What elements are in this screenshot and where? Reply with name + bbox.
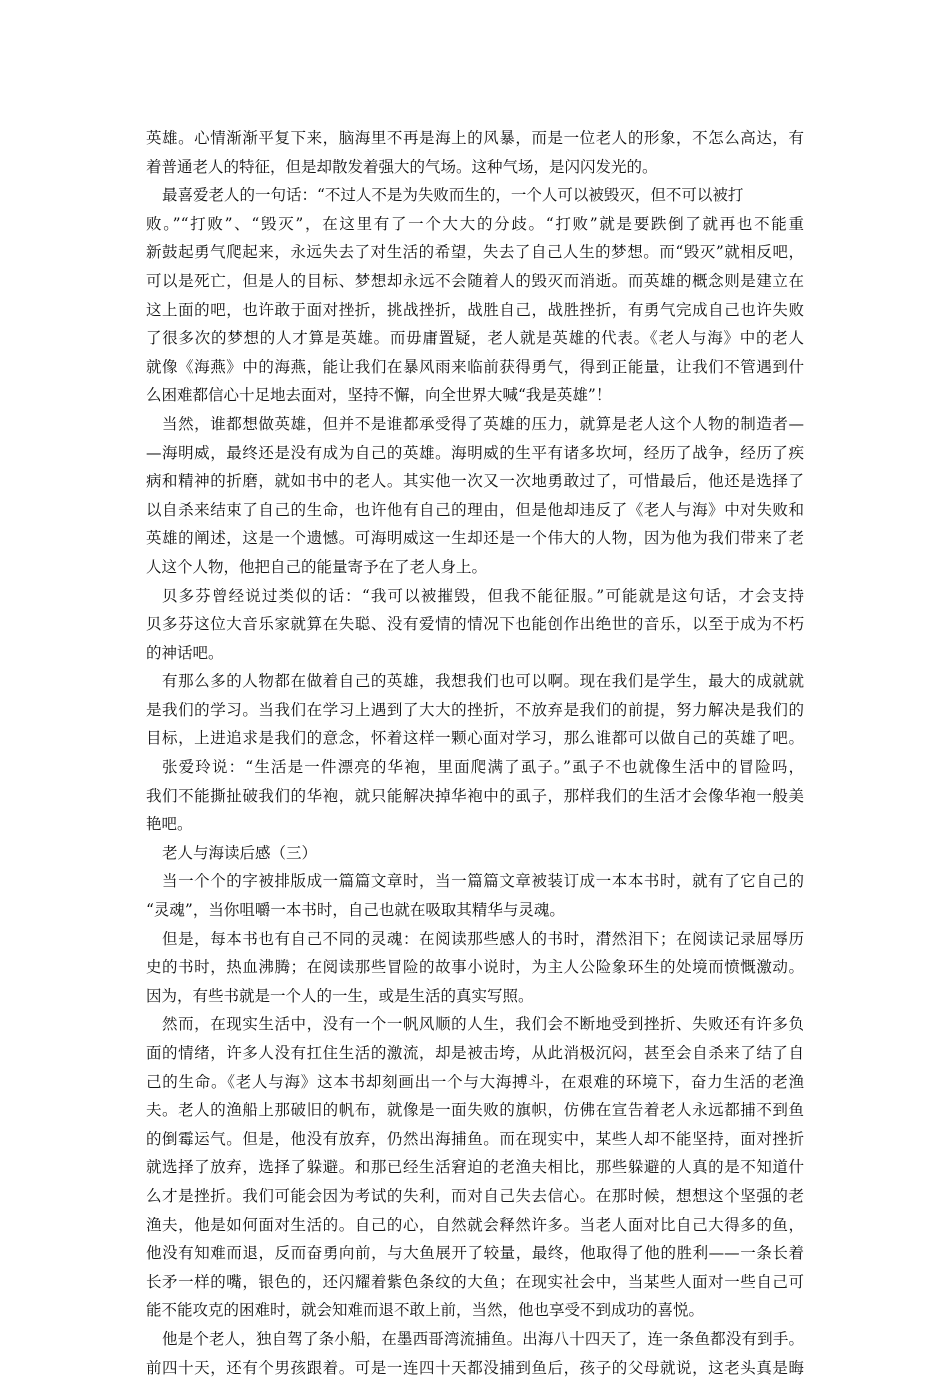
text-line: 他是个老人，独自驾了条小船，在墨西哥湾流捕鱼。出海八十四天了，连一条鱼都没有到手。 xyxy=(162,1329,804,1348)
text-line: 张爱玲说：“生活是一件漂亮的华袍，里面爬满了虱子。”虱子不也就像生活中的冒险吗， xyxy=(162,758,804,777)
document-page xyxy=(146,124,804,1382)
text-line: 己的生命。《老人与海》这本书却刻画出一个与大海搏斗，在艰难的环境下，奋力生活的老渔 xyxy=(146,1072,804,1091)
text-line: 是我们的学习。当我们在学习上遇到了大大的挫折，不放弃是我们的前提，努力解决是我们的 xyxy=(146,700,804,719)
text-line: 我们不能撕扯破我们的华袍，就只能解决掉华袍中的虱子，那样我们的生活才会像华袍一般美 xyxy=(146,786,804,805)
text-line: 就选择了放弃，选择了躲避。和那已经生活窘迫的老渔夫相比，那些躲避的人真的是不知道什 xyxy=(146,1158,804,1177)
text-line: 的神话吧。 xyxy=(146,643,224,662)
text-line: 么困难都信心十足地去面对，坚持不懈，向全世界大喊“我是英雄”！ xyxy=(146,386,612,405)
text-line: 贝多芬曾经说过类似的话：“我可以被摧毁，但我不能征服。”可能就是这句话，才会支持 xyxy=(162,586,804,605)
text-line: 长矛一样的嘴，银色的，还闪耀着紫色条纹的大鱼；在现实社会中，当某些人面对一些自己可 xyxy=(146,1272,804,1291)
text-line: 就像《海燕》中的海燕，能让我们在暴风雨来临前获得勇气，得到正能量，让我们不管遇到什 xyxy=(146,357,804,376)
text-line: 但是，每本书也有自己不同的灵魂：在阅读那些感人的书时，潸然泪下；在阅读记录屈辱历 xyxy=(162,929,804,948)
text-line: 病和精神的折磨，就如书中的老人。其实他一次又一次地勇敢过了，可惜最后，他还是选择了 xyxy=(146,472,804,491)
text-line: 英雄的阐述，这是一个遗憾。可海明威这一生却还是一个伟大的人物，因为他为我们带来了老 xyxy=(146,529,804,548)
text-line: 当然，谁都想做英雄，但并不是谁都承受得了英雄的压力，就算是老人这个人物的制造者— xyxy=(162,414,804,433)
text-line: 最喜爱老人的一句话：“不过人不是为失败而生的，一个人可以被毁灭，但不可以被打 xyxy=(162,186,744,205)
text-line: 可以是死亡，但是人的目标、梦想却永远不会随着人的毁灭而消逝。而英雄的概念则是建立在 xyxy=(146,271,804,290)
text-line: 目标，上进追求是我们的意念，怀着这样一颗心面对学习，那么谁都可以做自己的英雄了吧。 xyxy=(146,729,804,748)
text-line: 败。”“打败”、“毁灭”，在这里有了一个大大的分歧。“打败”就是要跌倒了就再也不能重 xyxy=(146,214,804,233)
text-line: 当一个个的字被排版成一篇篇文章时，当一篇篇文章被装订成一本本书时，就有了它自己的 xyxy=(162,872,804,891)
text-line: 夫。老人的渔船上那破旧的帆布，就像是一面失败的旗帜，仿佛在宣告着老人永远都捕不到鱼 xyxy=(146,1101,804,1120)
text-line: 新鼓起勇气爬起来，永远失去了对生活的希望，失去了自己人生的梦想。而“毁灭”就相反吧， xyxy=(146,243,804,262)
text-line: 能不能攻克的困难时，就会知难而退不敢上前，当然，他也享受不到成功的喜悦。 xyxy=(146,1301,705,1320)
text-line: 因为，有些书就是一个人的一生，或是生活的真实写照。 xyxy=(146,986,534,1005)
text-line: 着普通老人的特征，但是却散发着强大的气场。这种气场，是闪闪发光的。 xyxy=(146,157,658,176)
text-line: 这上面的吧，也许敢于面对挫折，挑战挫折，战胜自己，战胜挫折，有勇气完成自己也许失败 xyxy=(146,300,804,319)
text-line: 的倒霉运气。但是，他没有放弃，仍然出海捕鱼。而在现实中，某些人却不能坚持，面对挫折 xyxy=(146,1129,804,1148)
text-line: 史的书时，热血沸腾；在阅读那些冒险的故事小说时，为主人公险象环生的处境而愤慨激动。 xyxy=(146,958,804,977)
text-line: 他没有知难而退，反而奋勇向前，与大鱼展开了较量，最终，他取得了他的胜利——一条长着 xyxy=(146,1244,804,1263)
text-line: 以自杀来结束了自己的生命，也许他有自己的理由，但是他却违反了《老人与海》中对失败和 xyxy=(146,500,804,519)
text-line: 贝多芬这位大音乐家就算在失聪、没有爱情的情况下也能创作出绝世的音乐，以至于成为不朽 xyxy=(146,615,804,634)
text-line: 渔夫，他是如何面对生活的。自己的心，自然就会释然许多。当老人面对比自己大得多的鱼， xyxy=(146,1215,804,1234)
text-line: “灵魂”，当你咀嚼一本书时，自己也就在吸取其精华与灵魂。 xyxy=(146,901,565,920)
text-line: —海明威，最终还是没有成为自己的英雄。海明威的生平有诸多坎坷，经历了战争，经历了疾 xyxy=(146,443,804,462)
text-line: 艳吧。 xyxy=(146,815,193,834)
text-line: 么才是挫折。我们可能会因为考试的失利，而对自己失去信心。在那时候，想想这个坚强的老 xyxy=(146,1186,804,1205)
text-line: 有那么多的人物都在做着自己的英雄，我想我们也可以啊。现在我们是学生，最大的成就就 xyxy=(162,672,804,691)
text-line: 前四十天，还有个男孩跟着。可是一连四十天都没捕到鱼后，孩子的父母就说，这老头真是晦 xyxy=(146,1358,804,1377)
text-line: 英雄。心情渐渐平复下来，脑海里不再是海上的风暴，而是一位老人的形象，不怎么高达，有 xyxy=(146,129,804,147)
text-line: 然而，在现实生活中，没有一个一帆风顺的人生，我们会不断地受到挫折、失败还有许多负 xyxy=(162,1015,804,1034)
text-line: 人这个人物，他把自己的能量寄予在了老人身上。 xyxy=(146,557,488,576)
text-line: 老人与海读后感（三） xyxy=(162,843,318,862)
text-line: 了很多次的梦想的人才算是英雄。而毋庸置疑，老人就是英雄的代表。《老人与海》中的老人 xyxy=(146,329,804,348)
text-line: 面的情绪，许多人没有扛住生活的激流，却是被击垮，从此消极沉闷，甚至会自杀来了结了自 xyxy=(146,1044,804,1062)
